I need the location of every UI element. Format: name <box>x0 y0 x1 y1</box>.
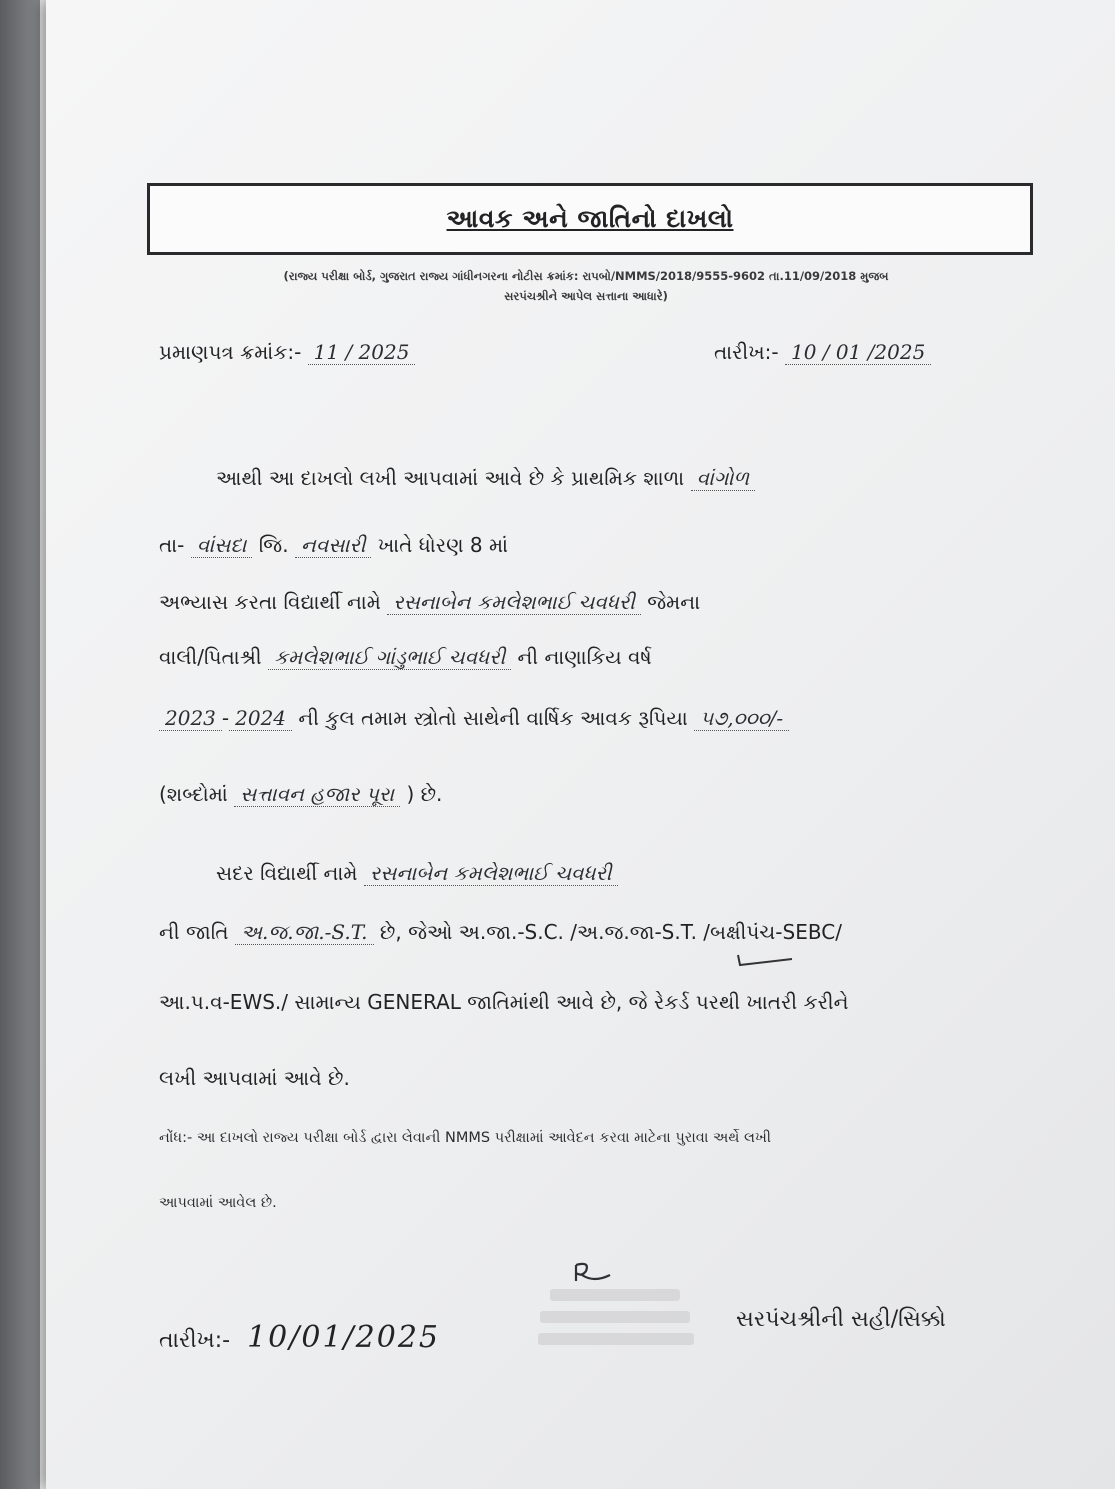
certificate-date-value: 10 / 01 /2025 <box>785 340 931 365</box>
body-line-5: 2023 - 2024 ની કુલ તમામ સ્ત્રોતો સાથેની વાર્ષિક આવક રૂપિયા ૫૭,૦૦૦/- <box>159 706 789 730</box>
body-text: જેમના <box>647 590 701 614</box>
year-from: 2023 <box>159 706 222 731</box>
body-text: વાલી/પિતાશ્રી <box>159 645 262 669</box>
certificate-number-row <box>159 340 415 364</box>
body-text: ખાતે ધોરણ 8 માં <box>377 533 509 557</box>
body-line-9: આ.પ.વ-EWS./ સામાન્ય GENERAL જાતિમાંથી આવે છે, જે રેકર્ડ પરથી ખાતરી કરીને <box>159 990 849 1014</box>
income-in-words: સત્તાવન હજાર પૂરા <box>234 782 400 807</box>
footer-date-value: 10/01/2025 <box>247 1320 440 1355</box>
authority-note-line1: (રાજ્ય પરીક્ષા બોર્ડ, ગુજરાત રાજ્ય ગાંધીનગરના નોટીસ ક્રમાંક: રાપબો/NMMS/2018/9555-9602 તા.11/09/2018 મુજબ <box>283 269 889 283</box>
footer-date-label: તારીખ:- <box>159 1328 231 1353</box>
body-line-4 <box>159 645 652 669</box>
income-amount: ૫૭,૦૦૦/- <box>694 706 789 731</box>
body-text: (શબ્દોમાં <box>159 782 228 806</box>
authority-note <box>156 266 1016 306</box>
body-text: છે, જેઓ અ.જા.-S.C. /અ.જ.જા-S.T. /બક્ષીપંચ-SEBC/ <box>379 920 842 944</box>
body-text: તા- <box>159 533 185 557</box>
body-line-2 <box>159 533 508 557</box>
father-name: કમલેશભાઈ ગાંડુભાઈ ચવધરી <box>268 645 511 670</box>
school-name: વાંગોળ <box>691 466 756 491</box>
certificate-number-value: 11 / 2025 <box>308 340 416 365</box>
student-name-repeat: રસનાબેન કમલેશભાઈ ચવધરી <box>364 861 618 886</box>
note-line-2: આપવામાં આવેલ છે. <box>159 1195 277 1211</box>
student-name: રસનાબેન કમલેશભાઈ ચવધરી <box>387 590 641 615</box>
body-line-7 <box>216 861 618 885</box>
note-line-1: નોંધ:- આ દાખલો રાજ્ય પરીક્ષા બોર્ડ દ્વારા લેવાની NMMS પરીક્ષામાં આવેદન કરવા માટેના પુરાવા અર્થે લખી <box>159 1130 772 1146</box>
body-text: ની જાતિ <box>159 920 229 944</box>
body-text: ની કુલ તમામ સ્ત્રોતો સાથેની વાર્ષિક આવક રૂપિયા <box>298 706 688 730</box>
body-line-3 <box>159 590 700 614</box>
district-name: નવસારી <box>295 533 372 558</box>
signature-label: સરપંચશ્રીની સહી/સિક્કો <box>736 1307 946 1332</box>
body-text: ની નાણાકિય વર્ષ <box>517 645 652 669</box>
body-text: આથી આ દાખલો લખી આપવામાં આવે છે કે પ્રાથમિક શાળા <box>216 466 685 490</box>
title-box <box>147 183 1033 255</box>
certificate-number-label: પ્રમાણપત્ર ક્રમાંક:- <box>159 340 302 364</box>
body-text: સદર વિદ્યાર્થી નામે <box>216 861 358 885</box>
body-text: જિ. <box>258 533 289 557</box>
body-line-1 <box>216 466 755 490</box>
taluka-name: વાંસદા <box>191 533 253 558</box>
body-text: ) છે. <box>406 782 443 806</box>
authority-note-line2: સરપંચશ્રીને આપેલ સત્તાના આધારે) <box>504 289 668 304</box>
tick-mark <box>736 953 794 967</box>
body-line-6 <box>159 782 442 806</box>
footer-date <box>159 1320 440 1355</box>
certificate-title: આવક અને જાતિનો દાખલો <box>446 204 734 233</box>
certificate-date-row <box>714 340 931 364</box>
body-text: અભ્યાસ કરતા વિદ્યાર્થી નામે <box>159 590 381 614</box>
body-line-10: લખી આપવામાં આવે છે. <box>159 1066 350 1090</box>
certificate-date-label: તારીખ:- <box>714 340 779 364</box>
caste-value: અ.જ.જા.-S.T. <box>235 920 374 945</box>
year-to: 2024 <box>229 706 292 731</box>
certificate-page <box>46 0 1115 1489</box>
sarpanch-stamp-and-signature <box>524 1255 724 1365</box>
body-line-8 <box>159 920 842 944</box>
